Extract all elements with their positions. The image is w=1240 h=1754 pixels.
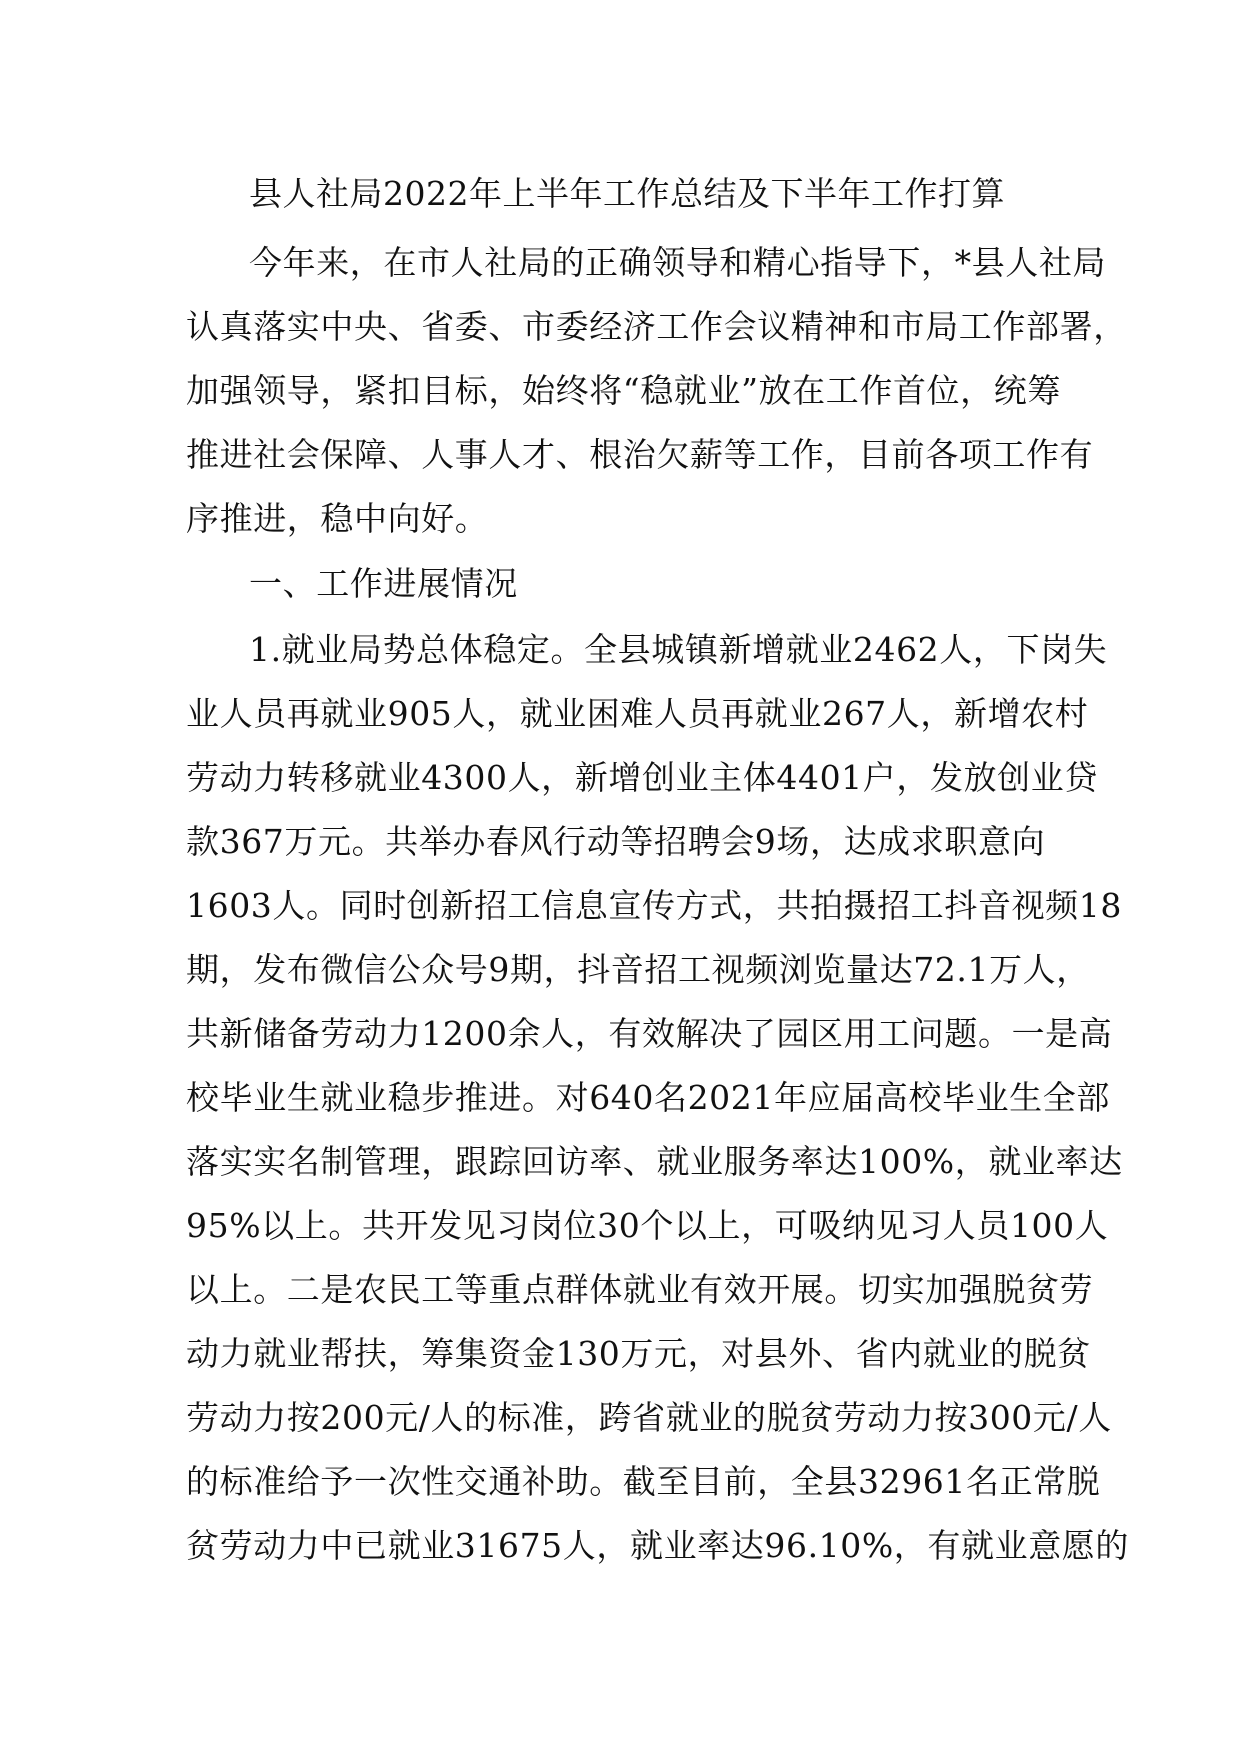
section-heading-block: [186, 552, 1066, 616]
paragraph-line: 加强领导，紧扣目标，始终将“稳就业”放在工作首位，统筹: [186, 371, 1061, 410]
paragraph-line: 95%以上。共开发见习岗位30个以上，可吸纳见习人员100人: [186, 1206, 1109, 1245]
paragraph-line: 劳动力按200元/人的标准，跨省就业的脱贫劳动力按300元/人: [186, 1398, 1112, 1437]
paragraph-line: 的标准给予一次性交通补助。截至目前，全县32961名正常脱: [186, 1462, 1101, 1501]
paragraph-line: 贫劳动力中已就业31675人，就业率达96.10%，有就业意愿的: [186, 1526, 1130, 1565]
paragraph-line: 业人员再就业905人，就业困难人员再就业267人，新增农村: [186, 694, 1089, 733]
intro-paragraph: [186, 231, 1127, 551]
paragraph-line: 1.就业局势总体稳定。全县城镇新增就业2462人，下岗失: [249, 630, 1108, 669]
paragraph-line: 期，发布微信公众号9期，抖音招工视频浏览量达72.1万人，: [186, 950, 1090, 989]
paragraph-line: 款367万元。共举办春风行动等招聘会9场，达成求职意向: [186, 822, 1046, 861]
paragraph-line: 1603人。同时创新招工信息宣传方式，共拍摄招工抖音视频18: [186, 886, 1122, 925]
paragraph-line: 动力就业帮扶，筹集资金130万元，对县外、省内就业的脱贫: [186, 1334, 1091, 1373]
paragraph-line: 今年来，在市人社局的正确领导和精心指导下，*县人社局: [249, 243, 1107, 282]
document-title: 县人社局2022年上半年工作总结及下半年工作打算: [249, 174, 1005, 213]
paragraph-line: 校毕业生就业稳步推进。对640名2021年应届高校毕业生全部: [186, 1078, 1110, 1117]
paragraph-line: 以上。二是农民工等重点群体就业有效开展。切实加强脱贫劳: [186, 1270, 1094, 1309]
paragraph-line: 落实实名制管理，跟踪回访率、就业服务率达100%，就业率达: [186, 1142, 1123, 1181]
paragraph-line: 推进社会保障、人事人才、根治欠薪等工作，目前各项工作有: [186, 435, 1094, 474]
paragraph-line: 共新储备劳动力1200余人，有效解决了园区用工问题。一是高: [186, 1014, 1113, 1053]
paragraph-line: 序推进，稳中向好。: [186, 499, 489, 538]
section-1-paragraph: [186, 618, 1130, 1578]
paragraph-line: 认真落实中央、省委、市委经济工作会议精神和市局工作部署，: [186, 307, 1127, 346]
paragraph-line: 劳动力转移就业4300人，新增创业主体4401户，发放创业贷: [186, 758, 1098, 797]
section-heading: 一、工作进展情况: [249, 564, 518, 603]
